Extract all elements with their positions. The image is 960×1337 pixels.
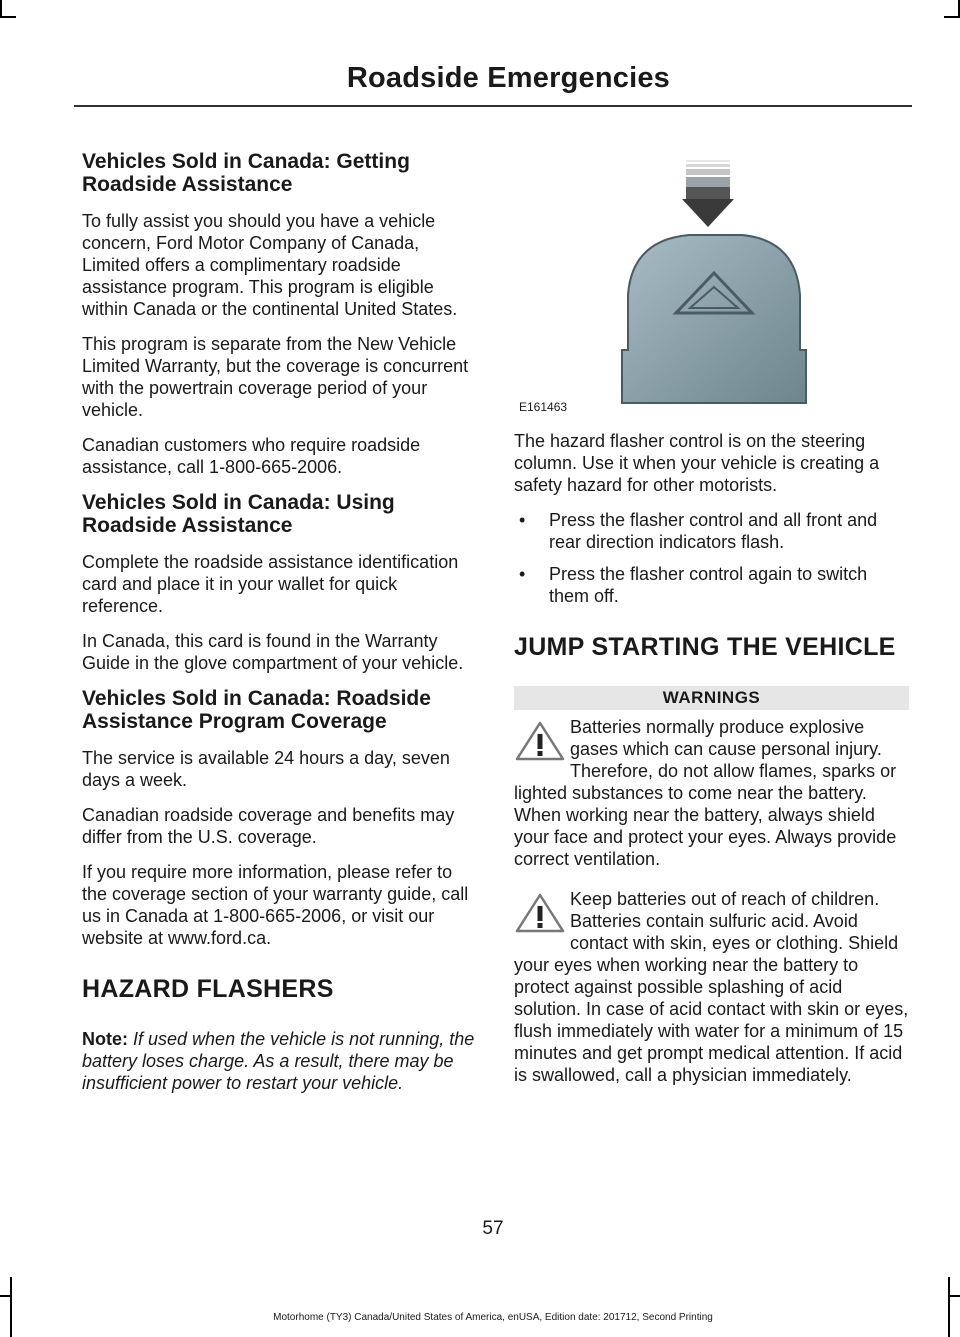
crop-mark: [0, 1295, 12, 1297]
bullet-list: [514, 509, 909, 607]
warning-text: Keep batteries out of reach of children. Batteries contain sulfuric acid. Avoid contact with skin, eyes or clothing. Shield your eyes when working near the battery to protect against possible splashing of acid solution. In case of acid contact with skin or eyes, flush immediately with water for a minimum of 15 minutes and get prompt medical attention. If acid is swallowed, call a physician immediately.: [514, 889, 909, 1085]
list-item: [514, 563, 909, 607]
warning-triangle-icon: [514, 892, 566, 934]
hazard-flashers-heading: HAZARD FLASHERS: [82, 975, 334, 1003]
paragraph: Complete the roadside assistance identification card and place it in your wallet for quick reference.: [82, 552, 459, 616]
note: [82, 1028, 477, 1094]
warning-text: Batteries normally produce explosive gases which can cause personal injury. Therefore, do not allow flames, sparks or lighted substances to come near the battery. When working near the battery, always shield your face and protect your eyes. Always provide correct ventilation.: [514, 717, 897, 869]
paragraph: Canadian roadside coverage and benefits may differ from the U.S. coverage.: [82, 805, 455, 847]
warning-triangle-icon: [514, 720, 566, 762]
warning-block: [514, 716, 909, 870]
section-heading: Vehicles Sold in Canada: Roadside Assistance Program Coverage: [82, 687, 431, 733]
list-item-text: Press the flasher control again to switch them off.: [549, 564, 868, 606]
bullet: •: [519, 510, 526, 530]
crop-mark: [948, 1277, 950, 1337]
bullet: •: [519, 564, 526, 584]
paragraph: To fully assist you should you have a vehicle concern, Ford Motor Company of Canada, Limited offers a complimentary roadside assistance program. This program is eligible within Canada or the continental United States.: [82, 211, 458, 319]
crop-mark: [948, 1295, 960, 1297]
paragraph: In Canada, this card is found in the Warranty Guide in the glove compartment of your vehicle.: [82, 631, 464, 673]
crop-mark: [0, 16, 16, 18]
list-item-text: Press the flasher control and all front and rear direction indicators flash.: [549, 510, 878, 552]
page-number: 57: [482, 1218, 504, 1239]
section-heading: Vehicles Sold in Canada: Getting Roadside Assistance: [82, 150, 410, 196]
jump-starting-heading: JUMP STARTING THE VEHICLE: [514, 633, 896, 661]
page-title: Roadside Emergencies: [346, 62, 670, 94]
footer: Motorhome (TY3) Canada/United States of America, enUSA, Edition date: 201712, Second Printing: [273, 1312, 713, 1323]
paragraph: This program is separate from the New Vehicle Limited Warranty, but the coverage is concurrent with the powertrain coverage period of your vehicle.: [82, 334, 469, 420]
left-column: [82, 150, 477, 1107]
paragraph: Canadian customers who require roadside assistance, call 1-800-665-2006.: [82, 435, 421, 477]
section-heading: Vehicles Sold in Canada: Using Roadside Assistance: [82, 491, 395, 537]
list-item: [514, 509, 909, 553]
warning-block: [514, 888, 909, 1086]
hazard-button-image: [514, 155, 909, 420]
hazard-flasher-illustration: [514, 155, 909, 420]
header-divider: [74, 105, 912, 107]
right-column: [514, 430, 909, 1104]
warnings-label: WARNINGS: [514, 686, 909, 710]
note-label: Note:: [82, 1029, 128, 1049]
paragraph: The service is available 24 hours a day, seven days a week.: [82, 748, 450, 790]
crop-mark: [0, 0, 2, 16]
crop-mark: [10, 1277, 12, 1337]
figure-id: E161463: [519, 400, 568, 414]
paragraph: The hazard flasher control is on the steering column. Use it when your vehicle is creating a safety hazard for other motorists.: [514, 431, 880, 495]
paragraph: If you require more information, please refer to the coverage section of your warranty guide, call us in Canada at 1-800-665-2006, or visit our website at www.ford.ca.: [82, 862, 469, 948]
note-text: If used when the vehicle is not running, the battery loses charge. As a result, there may be insufficient power to restart your vehicle.: [82, 1029, 475, 1093]
crop-mark: [944, 16, 960, 18]
